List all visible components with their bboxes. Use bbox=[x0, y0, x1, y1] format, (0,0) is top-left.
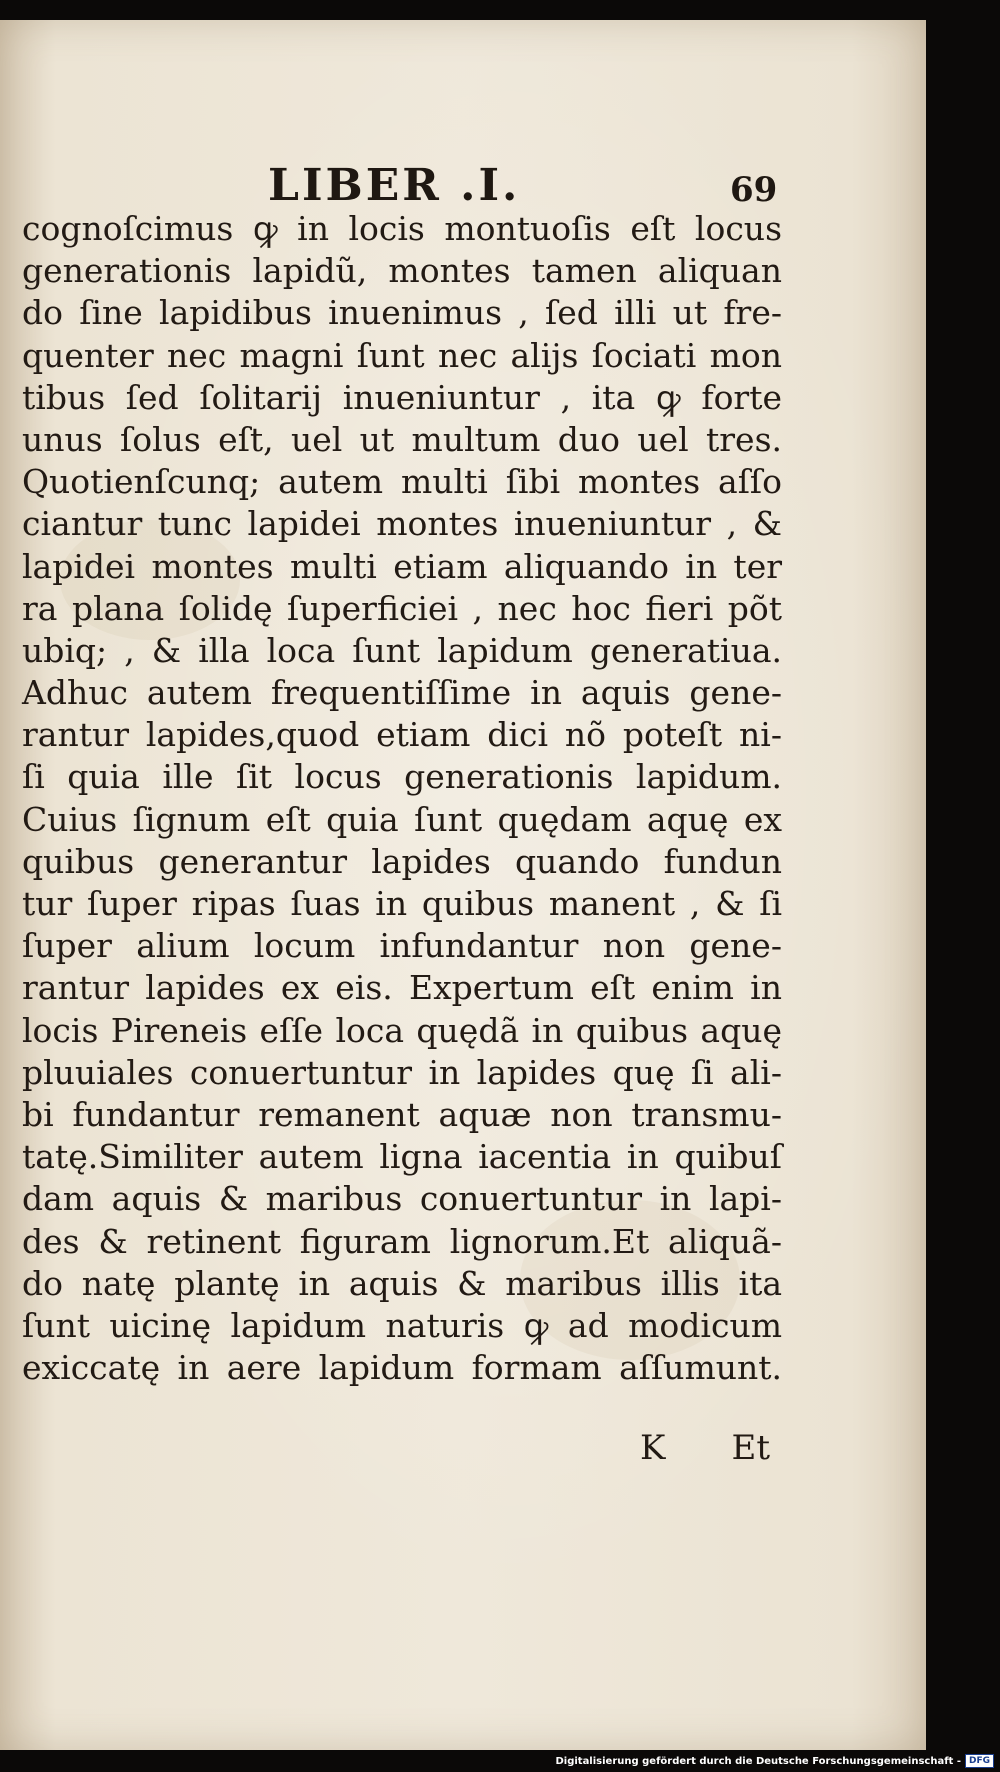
text-line: ubiq; , & illa loca ſunt lapidum generatiua. bbox=[22, 630, 782, 670]
text-line: tur ſuper ripas ſuas in quibus manent , & ſi bbox=[22, 884, 782, 923]
text-line: quibus generantur lapides quando fundun bbox=[22, 841, 782, 881]
page-number: 69 bbox=[730, 170, 778, 210]
text-line: unus ſolus eſt, uel ut multum duo uel tres. bbox=[22, 419, 782, 459]
text-line: lapidei montes multi etiam aliquando in ter bbox=[22, 546, 782, 586]
text-block bbox=[22, 208, 782, 1389]
credit-text: Digitalisierung gefördert durch die Deutsche Forschungsgemeinschaft - bbox=[555, 1755, 961, 1767]
text-line: ſunt uicinę lapidum naturis ꝙ ad modicum bbox=[22, 1305, 782, 1345]
running-head: LIBER .I. bbox=[268, 160, 521, 211]
text-line: tatę.Similiter autem ligna iacentia in quibuſ bbox=[22, 1137, 782, 1177]
text-line: tibus ſed ſolitarij inueniuntur , ita ꝙ forte bbox=[22, 377, 782, 417]
text-line: do natę plantę in aquis & maribus illis ita bbox=[22, 1263, 782, 1303]
text-line: exiccatę in aere lapidum formam aſſumunt. bbox=[22, 1348, 782, 1388]
text-line: Cuius ſignum eſt quia ſunt quędam aquę ex bbox=[22, 799, 782, 839]
text-line: ſuper alium locum infundantur non gene- bbox=[22, 926, 782, 966]
book-page bbox=[0, 20, 926, 1750]
dfg-logo: DFG bbox=[965, 1754, 994, 1768]
text-line: des & retinent figuram lignorum.Et aliquã- bbox=[22, 1221, 782, 1261]
text-line: quenter nec magni ſunt nec alijs ſociati mon bbox=[22, 335, 782, 375]
signature-mark: K bbox=[640, 1428, 666, 1468]
text-line: Adhuc autem frequentiſſime in aquis gene- bbox=[22, 673, 782, 713]
text-line: bi fundantur remanent aquæ non transmu- bbox=[22, 1094, 782, 1134]
text-line: do ſine lapidibus inuenimus , ſed illi ut fre- bbox=[22, 293, 782, 333]
text-line: ciantur tunc lapidei montes inueniuntur , & bbox=[22, 504, 782, 544]
text-line: dam aquis & maribus conuertuntur in lapi- bbox=[22, 1179, 782, 1219]
text-line: rantur lapides,quod etiam dici nõ poteſt ni- bbox=[22, 715, 782, 755]
text-line: ra plana ſolidę ſuperficiei , nec hoc fieri põt bbox=[22, 588, 782, 628]
text-line: pluuiales conuertuntur in lapides quę ſi ali- bbox=[22, 1052, 782, 1092]
catchwords bbox=[640, 1428, 770, 1468]
catchword: Et bbox=[731, 1428, 770, 1468]
text-line: locis Pireneis eſſe loca quędã in quibus aquę bbox=[22, 1010, 782, 1050]
text-line: Quotienſcunq; autem multi ſibi montes aſſo bbox=[22, 462, 782, 502]
text-line: generationis lapidũ, montes tamen aliquan bbox=[22, 251, 782, 291]
text-line: rantur lapides ex eis. Expertum eſt enim in bbox=[22, 968, 782, 1008]
text-line: cognoſcimus ꝙ in locis montuoſis eſt locus bbox=[22, 209, 782, 248]
text-line: ſi quia ille ſit locus generationis lapidum. bbox=[22, 757, 782, 797]
digitization-credit bbox=[555, 1754, 994, 1768]
